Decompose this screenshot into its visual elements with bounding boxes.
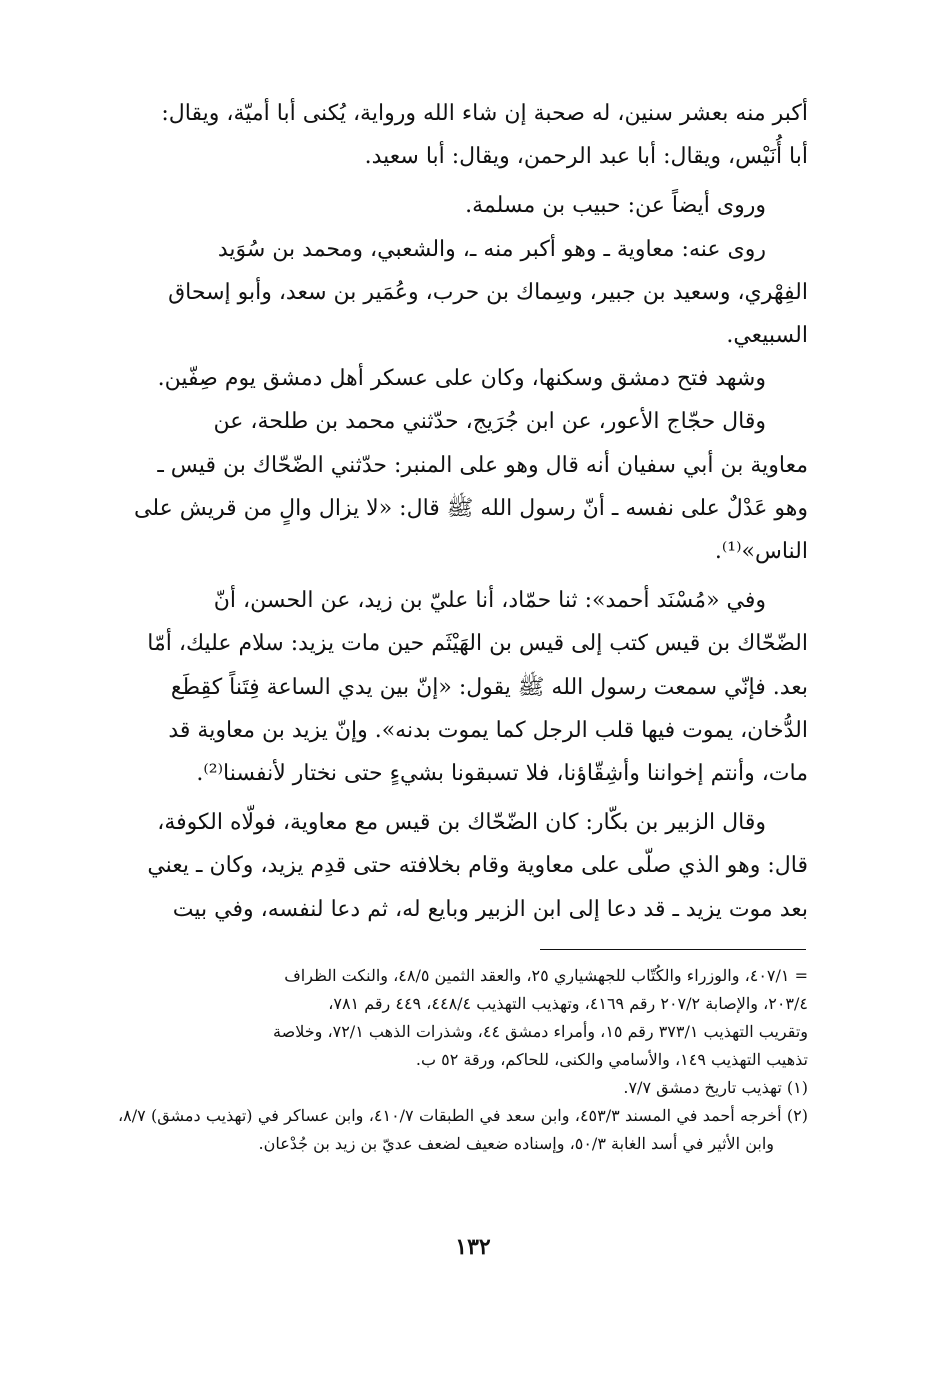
text-line: وقال حجّاج الأعور، عن ابن جُرَيج، حدّثني محمد بن طلحة، عن <box>213 409 766 435</box>
footnote-line: وتقريب التهذيب ٣٧٣/١ رقم ١٥، وأمراء دمشق ٤٤، وشذرات الذهب ٧٢/١، وخلاصة <box>273 1022 808 1041</box>
footnote-divider <box>540 949 806 950</box>
footnote-2: (٢) أخرجه أحمد في المسند ٤٥٣/٣، وابن سعد في الطبقات ٤١٠/٧، وابن عساكر في (تهذيب دمشق) ٨/٧، وابن الأثير في أسد الغابة ٥٠/٣، وإسناده ضعيف لضعف عديّ بن زيد بن جُدْعان. <box>118 1106 809 1153</box>
main-text <box>118 92 808 931</box>
footnote-line: تذهيب التهذيب ١٤٩، والأسامي والكنى، للحاكم، ورقة ٥٢ ب. <box>415 1050 808 1069</box>
text-line: أبا أُنَيْس، ويقال: أبا عبد الرحمن، ويقال: أبا سعيد. <box>364 144 808 170</box>
text-line: أكبر منه بعشر سنين، له صحبة إن شاء الله ورواية، يُكنى أبا أميّة، ويقال: <box>161 101 808 126</box>
footnote-line: = ٤٠٧/١، والوزراء والكُتّاب للجهشياري ٢٥، والعقد الثمين ٤٨/٥، والنكت الظراف <box>284 966 808 985</box>
text-line: الفِهْري، وسعيد بن جبير، وسِماك بن حرب، وعُمَير بن سعد، وأبو إسحاق <box>168 279 808 305</box>
text-line: بعد موت يزيد ـ قد دعا إلى ابن الزبير وبايع له، ثم دعا لنفسه، وفي بيت <box>172 896 808 922</box>
text-line: قال: وهو الذي صلّى على معاوية وقام بخلافته حتى قدِم يزيد، وكان ـ يعني <box>147 853 808 879</box>
text-line: وفي «مُسْنَد أحمد»: ثنا حمّاد، أنا عليّ بن زيد، عن الحسن، أنّ <box>213 588 766 614</box>
text-line: وهو عَدْلٌ على نفسه ـ أنّ رسول الله ﷺ قال: «لا يزال والٍ من قريش على <box>134 495 808 521</box>
text-line: بعد. فإنّي سمعت رسول الله ﷺ يقول: «إنّ بين يدي الساعة فِتَناً كقِطَع <box>170 674 808 700</box>
footnotes <box>118 962 808 1158</box>
text-line: وشهد فتح دمشق وسكنها، وكان على عسكر أهل دمشق يوم صِفّين. <box>157 366 766 392</box>
text-line: وقال الزبير بن بكّار: كان الضّحّاك بن قيس مع معاوية، فولّاه الكوفة، <box>157 810 766 836</box>
text-line: السبيعي. <box>726 323 808 349</box>
footnote-1: (١) تهذيب تاريخ دمشق ٧/٧. <box>623 1078 808 1097</box>
text-line: وروى أيضاً عن: حبيب بن مسلمة. <box>465 193 766 219</box>
text-line: الناس»⁽¹⁾. <box>714 539 808 565</box>
footnote-line: ٢٠٣/٤، والإصابة ٢٠٧/٢ رقم ٤١٦٩، وتهذيب التهذيب ٤٤٨/٤، ٤٤٩ رقم ٧٨١، <box>328 994 808 1013</box>
text-line: روى عنه: معاوية ـ وهو أكبر منه ـ، والشعبي، ومحمد بن سُوَيد <box>217 236 766 262</box>
text-line: الضّحّاك بن قيس كتب إلى قيس بن الهَيْثَم حين مات يزيد: سلام عليك، أمّا <box>147 631 808 657</box>
text-line: مات، وأنتم إخواننا وأشِقّاؤنا، فلا تسبقونا بشيءٍ حتى نختار لأنفسنا⁽²⁾. <box>196 761 808 787</box>
text-line: الدُّخان، يموت فيها قلب الرجل كما يموت بدنه». وإنّ يزيد بن معاوية قد <box>168 717 808 743</box>
text-line: معاوية بن أبي سفيان أنه قال وهو على المنبر: حدّثني الضّحّاك بن قيس ـ <box>157 452 808 478</box>
page-number: ١٣٢ <box>455 1234 491 1260</box>
